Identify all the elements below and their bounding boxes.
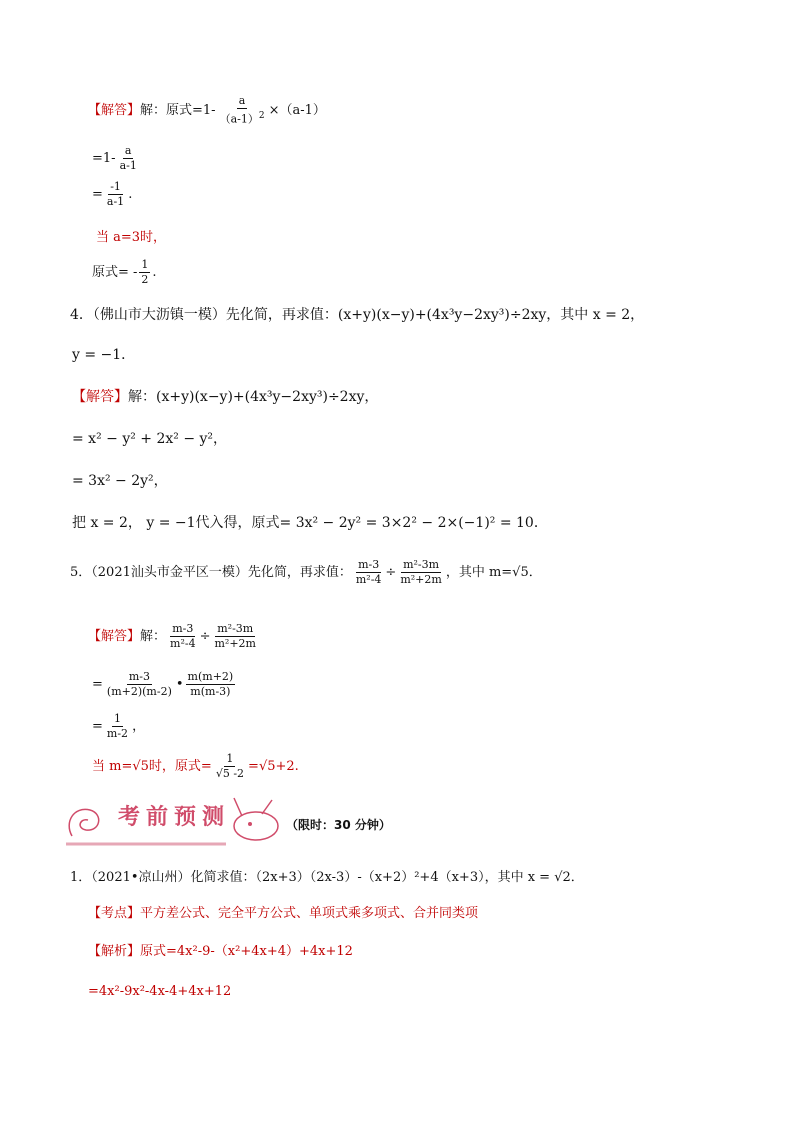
s3-line-2: =1- $\frac{a}{a-1}$ [92, 144, 137, 172]
p1-jiexi: 【解析】原式=4x²-9-（x²+4x+4）+4x+12 [88, 944, 353, 959]
s3-line-3: = $\frac{-1}{a-1}$ . [92, 180, 133, 208]
q5-answer-3: = $\frac{1}{m-2}$ ， [92, 712, 146, 740]
q4-answer-4: 把 x = 2， y = −1代入得，原式= 3x² − 2y² = 3×2² − 2×(−1)² = 10． [72, 515, 548, 531]
q5-answer-2: = $\frac{m-3}{(m+2)(m-2)}$ • $\frac{m(m+2)}{m(m-3)}$ [92, 670, 234, 698]
time-limit: （限时：30 分钟） [286, 818, 391, 832]
banner-title: 考前预测 [118, 805, 231, 830]
s3-line-5: 原式= - $\frac{1}{2}$ . [92, 258, 157, 286]
answer-tag: 【解答】 [72, 389, 128, 405]
s3-line-1: 【解答】解：原式=1- $\frac{a}{(a-1)^2}$ ×（a-1） [88, 94, 326, 126]
q4-question-cont: y = −1． [72, 347, 136, 363]
q4-answer-3: = 3x² − 2y²， [72, 473, 168, 489]
answer-tag: 【解答】 [88, 102, 141, 118]
q5-question: 5．（2021汕头市金平区一模）先化简，再求值： $\frac{m-3}{\text{m²-4}}$ ÷ $\frac{\text{m²-3m}}{\text{m²+2m}}$ ，其中 m=√5． [70, 558, 542, 586]
p1-kaodian: 【考点】平方差公式、完全平方公式、单项式乘多项式、合并同类项 [88, 906, 479, 921]
s3-line-4: 当 a=3时， [96, 230, 167, 245]
q4-answer-1: 【解答】解：(x+y)(x−y)+(4x³y−2xy³)÷2xy， [72, 389, 379, 405]
rabbit-icon [234, 798, 278, 840]
snail-icon [69, 809, 99, 836]
q5-answer-4: 当 m=√5时，原式= $\frac{1}{√5 -2}$ =√5+2. [92, 752, 299, 780]
answer-tag: 【解答】 [88, 629, 141, 644]
q4-question: 4．（佛山市大沥镇一模）先化简，再求值：(x+y)(x−y)+(4x³y−2xy³)÷2xy，其中 x = 2， [70, 307, 645, 323]
q5-answer-1: 【解答】解： $\frac{m-3}{\text{m²-4}}$ ÷ $\frac{\text{m²-3m}}{\text{m²+2m}}$ [88, 622, 256, 650]
fraction: $\frac{a}{(a-1)^2}$ [219, 94, 265, 126]
q4-answer-2: = x² − y² + 2x² − y²， [72, 431, 228, 447]
p1-jiexi-2: =4x²-9x²-4x-4+4x+12 [88, 984, 232, 999]
p1-question: 1．（2021•凉山州）化简求值：（2x+3）（2x-3）-（x+2）²+4（x+3），其中 x = √2． [70, 870, 584, 885]
